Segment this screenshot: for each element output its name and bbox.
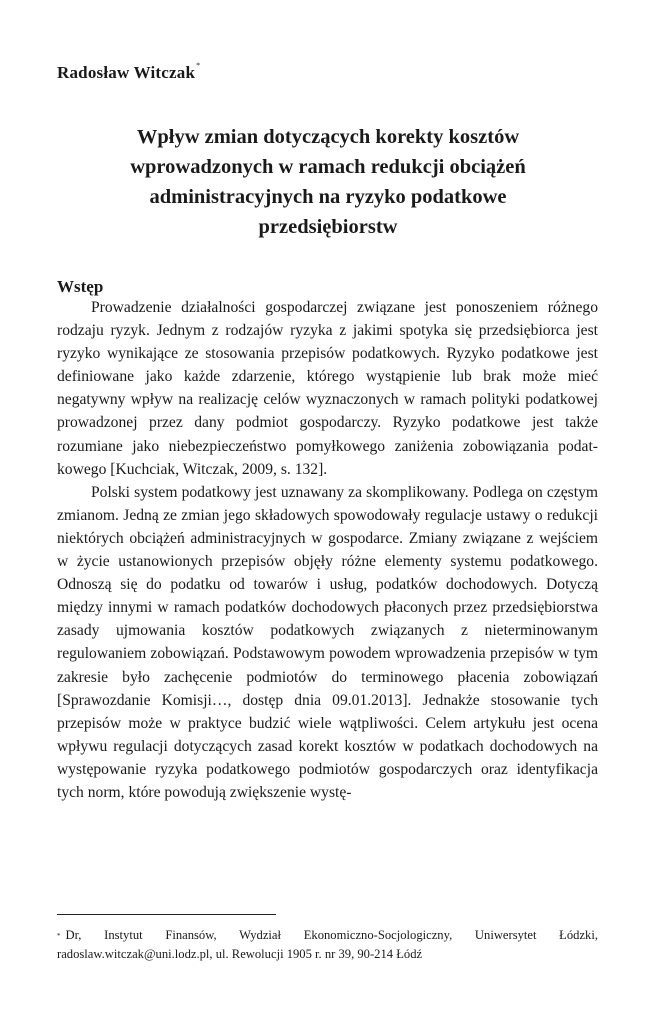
article-body [57, 296, 598, 804]
author-name-text: Radosław Witczak [57, 63, 196, 82]
section-heading: Wstęp [57, 277, 104, 296]
footnote [57, 926, 598, 964]
footnote-mark: * [57, 932, 61, 940]
article-title: Wpływ zmian dotyczących korekty kosztów wprowadzonych w ramach redukcji obciążeń administracyjnych na ryzyko podatkowe przedsiębiorstw [130, 126, 526, 238]
body-paragraph: Polski system podatkowy jest uznawany za skomplikowany. Podlega on częstym zmianom. Jedną ze zmian jego składowych spowodowały regulacje ustawy o redukcji niektórych obciążeń administracyjnych w gospodarce. Zmiany związane z wejściem w życie ustanowionych przepisów objęły różne elementy systemu podatkowego. Odnoszą się do podatku od towarów i usług, podatków dochodowych. Dotyczą między innymi w ramach podatków dochodowych płaconych przez przedsiębiorstwa zasady ujmowania kosztów podatkowych związanych z nieterminowanym regulowaniem zobowiązań. Podstawowym powodem wprowadzenia przepisów w tym zakresie było zachęcenie podmiotów do terminowego płacenia zobowiązań [Sprawozdanie Komisji…, dostęp dnia 09.01.2013]. Jednakże stosowanie tych przepisów może w praktyce budzić wiele wątpliwości. Celem artykułu jest ocena wpływu regulacji dotyczących zasad korekt kosztów w podatkach dochodowych na występowanie ryzyka podatkowego podmiotów gospodarczych oraz identyfikacja tych norm, które powodują zwiększenie wystę- [57, 483, 598, 801]
footnote-text: Dr, Instytut Finansów, Wydział Ekonomiczno-Socjologiczny, Uniwersytet Łódzki, radoslaw.witczak@uni.lodz.pl, ul. Rewolucji 1905 r. nr 39, 90-214 Łódź [57, 928, 598, 961]
author-footnote-mark: * [196, 61, 201, 70]
author-name [57, 63, 200, 83]
footnote-separator [57, 914, 276, 915]
body-paragraph: Prowadzenie działalności gospodarczej związane jest ponoszeniem różnego rodzaju ryzyk. Jednym z rodzajów ryzyka z jakimi spotyka się przedsiębiorca jest ryzyko wynikające ze stosowania przepisów podatkowych. Ryzyko podatkowe jest definiowane jako każde zdarzenie, którego wystąpienie lub brak może mieć negatywny wpływ na realizację celów wyznaczonych w ramach polityki podatkowej prowadzonej przez dany podmiot gospodarczy. Ryzyko podatkowe jest także rozumiane jako niebezpieczeństwo pomyłkowego zaniżenia zobowiązania podatkowego [Kuchciak, Witczak, 2009, s. 132]. [57, 299, 598, 478]
